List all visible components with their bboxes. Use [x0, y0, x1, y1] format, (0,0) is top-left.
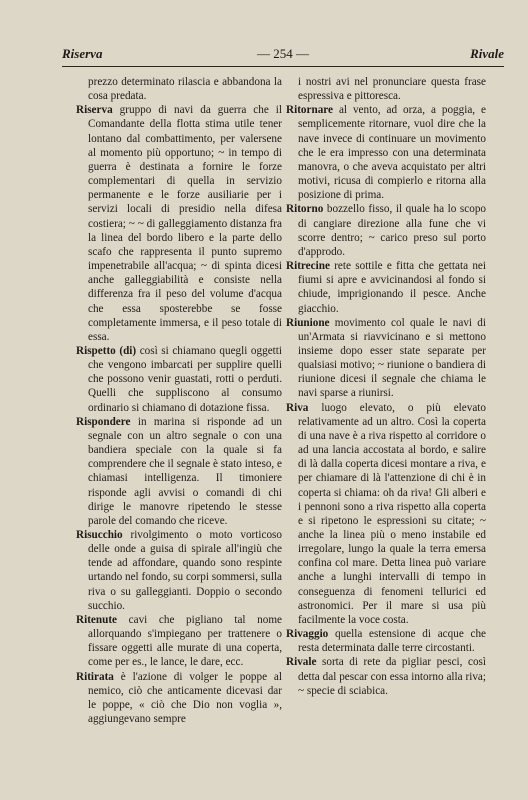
entry-definition: cavi che pigliano tal nome allorquando s'impiegano per trattenere o fissare oggetti alle murate di una coperta, come per es., le lance, le dare, ecc. [88, 613, 282, 669]
entry-definition: prezzo determinato rilascia e abbandona la cosa predata. [88, 76, 282, 103]
page-number: — 254 — [257, 46, 309, 61]
entry-headword: Ritirata [76, 670, 114, 683]
entry-headword: Ritornare [286, 104, 334, 117]
entry-headword: Riserva [76, 104, 113, 117]
entry-headword: Risucchio [76, 529, 123, 541]
entry-headword: Ritorno [286, 203, 324, 216]
header-right-guideword: Rivale [470, 46, 504, 61]
entry-definition: sorta di rete da pigliar pesci, così detta dal pescar con essa intorno alla riva; ~ specie di sciabica. [298, 656, 487, 697]
dictionary-entry [286, 75, 486, 103]
entry-definition: bozzello fisso, il quale ha lo scopo di cangiare direzione alla fune che vi scorre dentro; ~ carico preso sul porto d'approdo. [298, 203, 487, 258]
dictionary-entry [76, 415, 282, 528]
dictionary-entry [76, 103, 282, 344]
entry-definition: rivolgimento o moto vorticoso delle onde a guisa di spirale all'ingiù che tende ad affondare, quando sono respinte urtando nel fondo, su corpi sommersi, sulla riva o su galleggianti. Doppio o secondo succhio. [88, 529, 282, 612]
dictionary-entry [286, 316, 486, 401]
dictionary-entry [286, 259, 486, 316]
header-left-guideword: Riserva [62, 46, 103, 61]
dictionary-entry [76, 344, 282, 415]
entry-definition: così si chiamano quegli oggetti che vengono imbarcati per supplire quelli che possono venir guastati, rotti o perduti. Quelli che suppliscono al consumo ordinario si chiamano di dotazione fissa. [88, 344, 283, 414]
entry-headword: Ritenute [76, 613, 118, 626]
entry-definition: luogo elevato, o più elevato relativamente ad un altro. Così la coperta di una nave è a riva rispetto al corridore o ad una lancia accostata al bordo, e salire di là dalla coperta dicesi montare a riva, e per chiamare di là l'attenzione di chi è in coperta si chiama: oh da riva! Gli alberi e i pennoni sono a riva rispetto alla coperta e si ripetono le espressioni su citate; ~ anche la linea più o meno instabile ed irregolare, lungo la quale la terra emersa confina col mare. Detta linea può variare anche a lunghi intervalli di tempo in conseguenza di fenomeni tellurici ed astronomici. Per il mare si usa più facilmente la voce costa. [298, 401, 486, 626]
dictionary-entry [286, 401, 486, 628]
dictionary-entry [286, 655, 486, 697]
right-column [286, 75, 486, 698]
left-column [76, 75, 282, 726]
dictionary-entry [286, 627, 486, 655]
entry-definition: rete sottile e fitta che gettata nei fiumi si apre e avvicinandosi al fondo si chiude, imprigionando il pesce. Anche giacchio. [298, 260, 487, 315]
dictionary-entry [76, 75, 282, 103]
dictionary-entry [286, 202, 486, 259]
entry-definition: è l'azione di volger le poppe al nemico, ciò che anticamente dicevasi dar le poppe, « ciò che Dio non voglia », aggiungevano sempre [88, 670, 283, 726]
running-header [62, 46, 504, 66]
entry-headword: Ritrecine [286, 260, 330, 273]
entry-headword: Rivaggio [286, 628, 329, 641]
entry-definition: i nostri avi nel pronunciare questa frase espressiva e pittoresca. [298, 76, 486, 103]
entry-definition: al vento, ad orza, a poggia, e semplicemente ritornare, vuol dire che la nave invece di continuare un movimento che le era impresso con una determinata manovra, o che aveva acquistato per altri motivi, ricusa di compierlo e ritorna alla posizione di prima. [298, 104, 486, 202]
entry-definition: quella estensione di acque che resta determinata dalle terre circostanti. [298, 628, 487, 655]
entry-headword: Rispondere [76, 415, 131, 428]
header-rule [62, 66, 504, 67]
entry-definition: movimento col quale le navi di un'Armata si riavvicinano e si mettono insieme dopo esser state separate per qualsiasi motivo; ~ riunione o bandiera di riunione dicesi il segnale che chiama le navi sparse a riunirsi. [298, 316, 486, 400]
entry-headword: Rispetto (di) [76, 344, 137, 357]
dictionary-entry [76, 670, 282, 727]
entry-headword: Riva [286, 401, 309, 414]
dictionary-entry [76, 528, 282, 613]
entry-headword: Rivale [286, 656, 317, 669]
entry-definition: gruppo di navi da guerra che il Comandante della flotta stima utile tener lontano dal combattimento, per valersene al momento più opportuno; ~ in tempo di guerra è destinata a fornire le forze complementari di quella in servizio permanente e le forze ausiliarie per i servizi locali di presidio nella difesa costiera; ~ ~ di galleggiamento distanza fra la linea del bordo libero e la parte dello scafo che rappresenta il punto supremo impenetrabile all'acqua; ~ di spinta dicesi anche galleggiabilità e consiste nella differenza fra il peso del volume d'acqua che essa sposterebbe se fosse completamente immersa, e il peso totale di essa. [88, 104, 283, 343]
entry-definition: in marina si risponde ad un segnale con un altro segnale o con una bandiera speciale con la quale si fa comprendere che il segnale è stato inteso, e chiamasi intelligenza. Il timoniere risponde agli avvisi o comandi di chi dirige le manovre ripetendo le stesse parole del comando che riceve. [88, 415, 283, 527]
dictionary-entry [76, 613, 282, 670]
dictionary-entry [286, 103, 486, 202]
entry-headword: Riunione [286, 316, 330, 329]
